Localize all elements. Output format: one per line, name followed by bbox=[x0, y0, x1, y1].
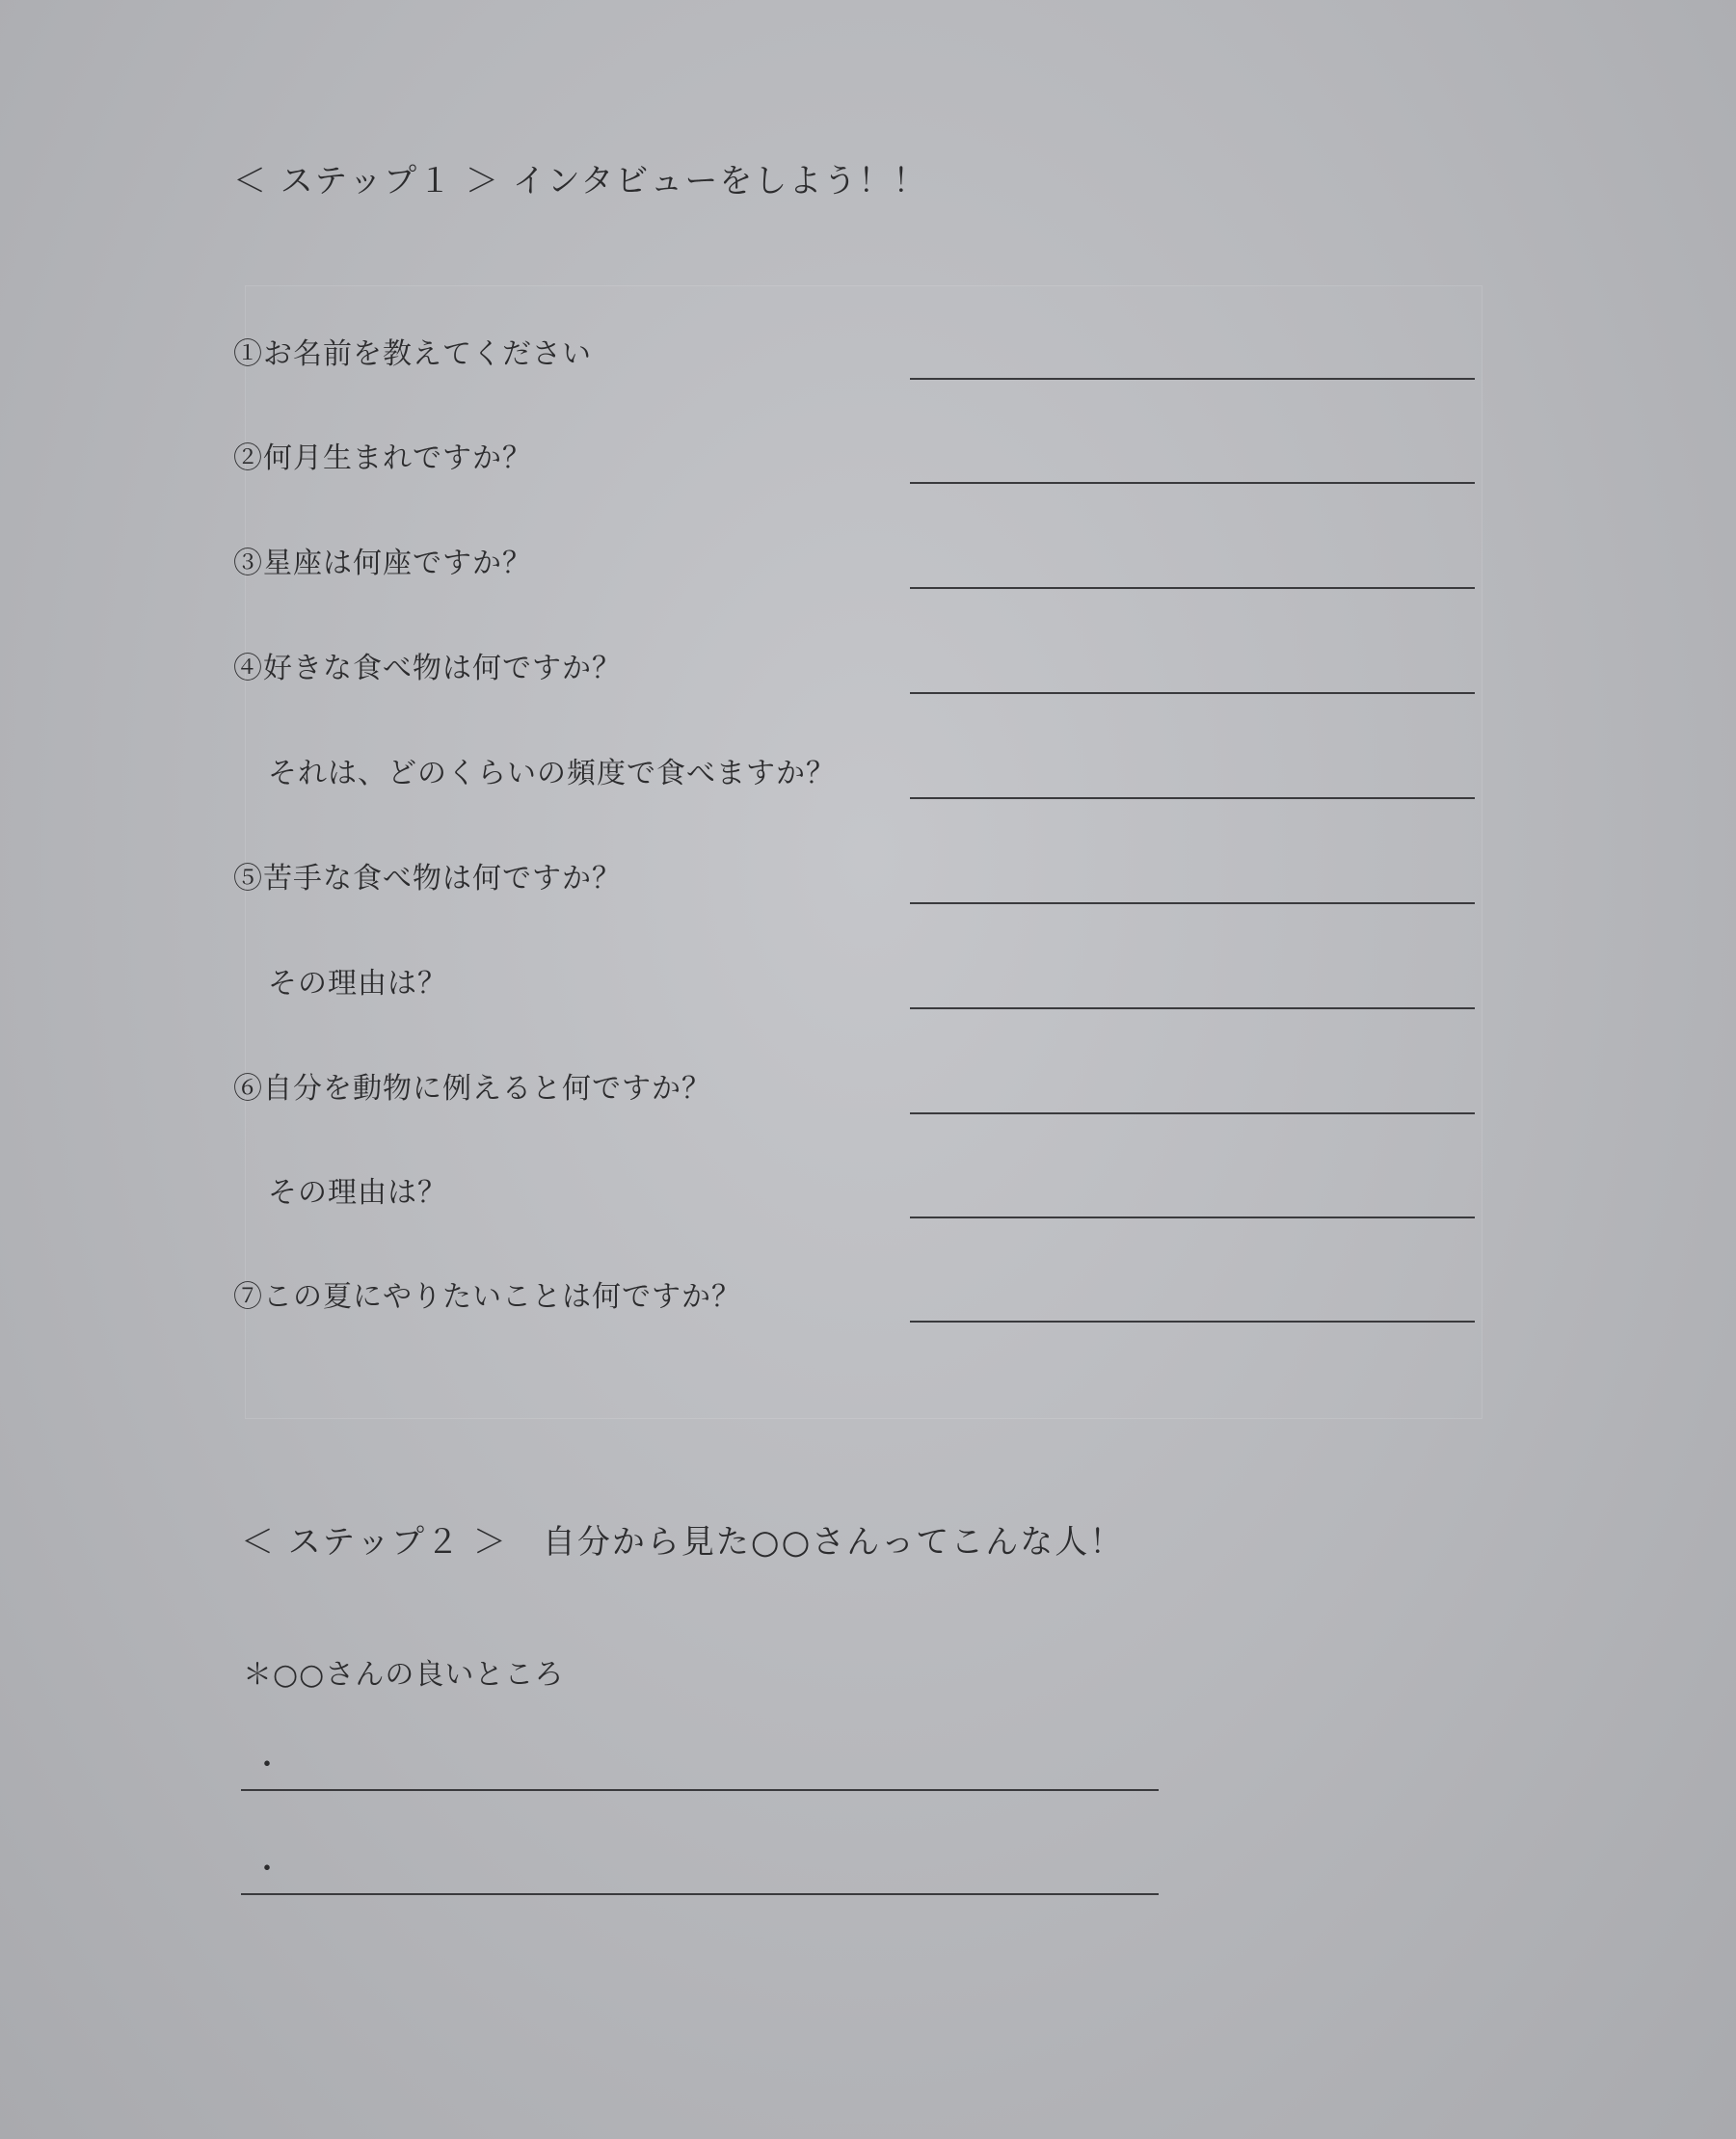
answer-line[interactable] bbox=[910, 692, 1475, 694]
answer-line[interactable] bbox=[910, 378, 1475, 380]
question-text: その理由は？ bbox=[268, 1176, 447, 1210]
good-points-label: ＊○○さんの良いところ bbox=[243, 1658, 565, 1692]
question-text: ④好きな食べ物は何ですか？ bbox=[233, 652, 622, 685]
step2-heading: ＜ ステップ２ ＞ 自分から見た○○さんってこんな人！ bbox=[241, 1523, 1125, 1562]
good-point-line[interactable] bbox=[241, 1743, 1159, 1791]
question-row bbox=[233, 1269, 1477, 1326]
question-text: ⑥自分を動物に例えると何ですか？ bbox=[233, 1072, 711, 1106]
answer-line[interactable] bbox=[910, 1007, 1475, 1009]
question-row bbox=[233, 430, 1477, 488]
question-text: それは、どのくらいの頻度で食べますか？ bbox=[268, 757, 836, 790]
question-text: ⑤苦手な食べ物は何ですか？ bbox=[233, 862, 622, 896]
bullet-mark: ・ bbox=[253, 1853, 281, 1886]
question-row bbox=[233, 745, 1477, 803]
bullet-mark: ・ bbox=[253, 1749, 281, 1782]
question-row bbox=[233, 850, 1477, 908]
question-text: ③星座は何座ですか？ bbox=[233, 547, 532, 580]
question-text: ⑦この夏にやりたいことは何ですか？ bbox=[233, 1280, 741, 1314]
answer-line[interactable] bbox=[910, 482, 1475, 484]
answer-line[interactable] bbox=[910, 902, 1475, 904]
answer-line[interactable] bbox=[910, 1217, 1475, 1218]
good-point-line[interactable] bbox=[241, 1847, 1159, 1895]
question-row bbox=[233, 326, 1477, 384]
step1-heading: ＜ ステップ１ ＞ インタビューをしよう！！ bbox=[233, 162, 928, 201]
answer-line[interactable] bbox=[910, 797, 1475, 799]
answer-line[interactable] bbox=[910, 587, 1475, 589]
question-row bbox=[233, 1164, 1477, 1222]
question-text: その理由は？ bbox=[268, 967, 447, 1001]
answer-line[interactable] bbox=[910, 1321, 1475, 1323]
question-text: ①お名前を教えてください bbox=[233, 337, 592, 371]
question-text: ②何月生まれですか？ bbox=[233, 441, 532, 475]
question-row bbox=[233, 535, 1477, 593]
question-row bbox=[233, 1060, 1477, 1118]
writing-line bbox=[241, 1789, 1159, 1791]
question-row bbox=[233, 955, 1477, 1013]
answer-line[interactable] bbox=[910, 1112, 1475, 1114]
question-row bbox=[233, 640, 1477, 698]
writing-line bbox=[241, 1893, 1159, 1895]
